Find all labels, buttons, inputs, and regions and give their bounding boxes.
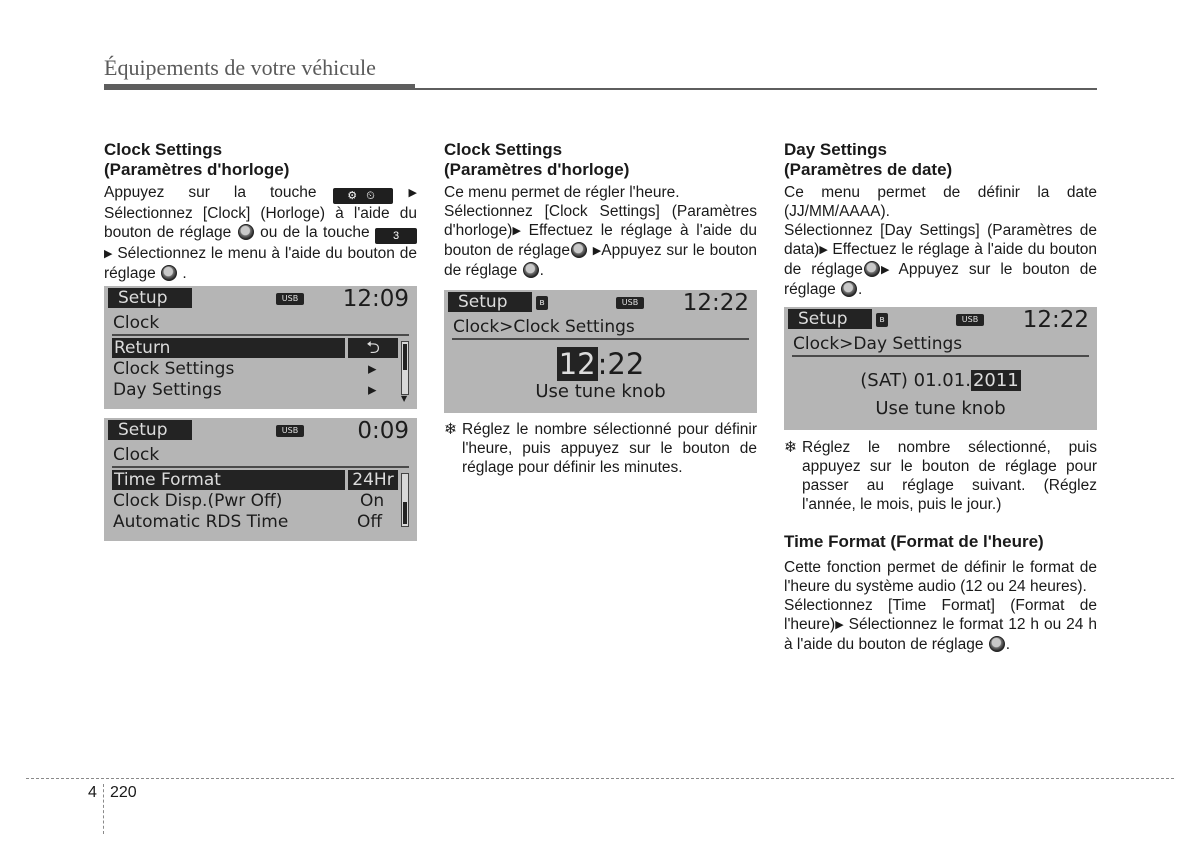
arrow-right-icon: ▶ [880, 264, 890, 276]
instruction-text: Appuyez sur le bouton de réglage [784, 261, 1097, 298]
section-subheading: (Paramètres d'horloge) [444, 160, 630, 179]
hint-text: Use tune knob [535, 381, 666, 402]
usb-icon: USB [276, 293, 304, 305]
footer-divider [26, 778, 1174, 779]
instruction-text: . [539, 262, 544, 279]
instruction-text: Sélectionnez [Clock Settings] (Paramètres d'horloge) [444, 203, 757, 239]
tune-knob-icon [238, 224, 254, 240]
instruction-text: Effectuez le réglage à l'aide du bouton de réglage [444, 222, 757, 259]
menu-row-rds-time: Automatic RDS Time [113, 512, 289, 532]
screen-time: 12:22 [682, 290, 749, 316]
screen-divider [112, 466, 409, 468]
scrollbar [401, 341, 409, 395]
menu-row-clock-settings: Clock Settings [113, 359, 235, 379]
screen-title: Clock [113, 313, 160, 333]
lcd-screen-day-settings [784, 307, 1097, 430]
tune-knob-icon [523, 262, 539, 278]
note [444, 420, 757, 477]
return-icon: ⮌ [348, 338, 398, 358]
instruction-text: Effectuez le réglage à l'aide du bouton de réglage [784, 241, 1097, 278]
section-subheading: (Paramètres d'horloge) [104, 160, 290, 179]
tune-knob-icon [989, 636, 1005, 652]
section-heading: Clock Settings [104, 140, 223, 159]
column-clock-settings-1 [104, 140, 417, 283]
note-icon: ❄ [784, 439, 797, 456]
screen-time: 12:22 [1022, 307, 1089, 333]
menu-row-clock-disp: Clock Disp.(Pwr Off) [113, 491, 283, 511]
menu-row-time-format: Time Format [112, 470, 345, 490]
minute-value: :22 [597, 347, 645, 381]
tune-knob-icon [864, 261, 880, 277]
section-heading: Clock Settings [444, 140, 563, 159]
time-format-instruction [784, 596, 1097, 654]
time-format-paragraph: Cette fonction permet de définir le format de l'heure du système audio (12 ou 24 heures). [784, 559, 1097, 595]
lcd-screen-clock-settings [444, 290, 757, 413]
clock-disp-value: On [360, 491, 385, 511]
tune-knob-icon [161, 265, 177, 281]
screen-title: Clock [113, 445, 160, 465]
lcd-screen-clock-menu [104, 286, 417, 409]
date-value: (SAT) 01.01. [860, 370, 971, 391]
header-rule-thin [415, 88, 1097, 90]
instruction-text: Sélectionnez [Clock] (Horloge) à l'aide du bouton de réglage [104, 205, 417, 241]
chevron-right-icon: ▸ [368, 380, 377, 400]
page-header-title: Équipements de votre véhicule [104, 55, 376, 80]
tune-knob-icon [571, 242, 587, 258]
screen-divider [792, 355, 1089, 357]
bluetooth-icon: ʙ [536, 296, 548, 310]
header-rule-thick [104, 84, 415, 90]
column-clock-settings-2 [444, 140, 757, 280]
scrollbar-thumb [403, 502, 407, 524]
instruction-paragraph [104, 183, 417, 283]
note [784, 438, 1097, 514]
screen-tag: Setup [448, 292, 532, 312]
arrow-right-icon: ▶ [512, 225, 521, 237]
hint-text: Use tune knob [875, 398, 1006, 419]
arrow-right-icon: ▶ [592, 245, 602, 257]
scrollbar-thumb [403, 344, 407, 370]
time-format-value: 24Hr [348, 470, 398, 490]
column-day-settings-lower [784, 432, 1097, 654]
bluetooth-icon: ʙ [876, 313, 888, 327]
instruction-text: . [1005, 636, 1011, 653]
hour-value: 12 [558, 347, 596, 381]
arrow-right-icon: ▶ [819, 244, 828, 256]
arrow-right-icon: ▶ [835, 619, 844, 631]
column-day-settings [784, 140, 1097, 299]
screen-tag: Setup [108, 288, 192, 308]
key-3-icon: 3 [375, 228, 417, 244]
footer-vertical-divider [103, 784, 104, 834]
screen-tag: Setup [108, 420, 192, 440]
instruction-text: Appuyez sur la touche [104, 184, 317, 201]
rds-time-value: Off [357, 512, 383, 532]
screen-divider [112, 334, 409, 336]
instruction-text: . [858, 281, 863, 298]
instruction-text: . [182, 265, 187, 282]
instruction-text: Sélectionnez le menu à l'aide du bouton de réglage [104, 245, 417, 282]
note-text: Réglez le nombre sélectionné, puis appuyez sur le bouton de réglage pour passer au réglage suivant. (Réglez l'année, le mois, puis le jour.) [802, 439, 1097, 513]
instruction-paragraph [784, 221, 1097, 299]
instruction-paragraph [444, 202, 757, 280]
usb-icon: USB [616, 297, 644, 309]
instruction-text: Sélectionnez [Day Settings] (Paramètres de data) [784, 222, 1097, 258]
year-value: 2011 [972, 370, 1019, 391]
instruction-text: Sélectionnez le format 12 h ou 24 h à l'aide du bouton de réglage [784, 616, 1097, 653]
scroll-down-icon: ▼ [401, 394, 408, 403]
date-display [784, 370, 1097, 392]
chevron-right-icon: ▸ [368, 359, 377, 379]
menu-row-day-settings: Day Settings [113, 380, 222, 400]
arrow-right-icon: ▶ [408, 187, 417, 199]
page-number: 220 [110, 784, 137, 801]
screen-time: 0:09 [357, 418, 409, 444]
tune-knob-icon [841, 281, 857, 297]
setup-clock-key-icon: ⚙ ⏲ [333, 188, 393, 204]
arrow-right-icon: ▶ [104, 248, 113, 260]
screen-title: Clock>Day Settings [793, 334, 963, 354]
chapter-number: 4 [88, 784, 97, 801]
instruction-text: Sélectionnez [Time Format] (Format de l'heure) [784, 597, 1097, 633]
scrollbar [401, 473, 409, 527]
usb-icon: USB [956, 314, 984, 326]
screen-tag: Setup [788, 309, 872, 329]
section-subheading: (Paramètres de date) [784, 160, 953, 179]
usb-icon: USB [276, 425, 304, 437]
instruction-text: ou de la touche [260, 224, 370, 241]
screen-time: 12:09 [342, 286, 409, 312]
screen-divider [452, 338, 749, 340]
menu-row-return: Return [112, 338, 345, 358]
clock-display [444, 348, 757, 380]
note-icon: ❄ [444, 421, 457, 438]
note-text: Réglez le nombre sélectionné pour définir l'heure, puis appuyez sur le bouton de réglage pour définir les minutes. [462, 421, 757, 476]
instruction-text: Appuyez sur le bouton de réglage [444, 242, 757, 279]
screen-title: Clock>Clock Settings [453, 317, 635, 337]
section-heading: Day Settings [784, 140, 887, 159]
section-heading-time-format: Time Format (Format de l'heure) [784, 532, 1044, 551]
intro-paragraph: Ce menu permet de régler l'heure. [444, 184, 680, 201]
lcd-screen-clock-options [104, 418, 417, 541]
intro-paragraph: Ce menu permet de définir la date (JJ/MM/AAAA). [784, 184, 1097, 220]
